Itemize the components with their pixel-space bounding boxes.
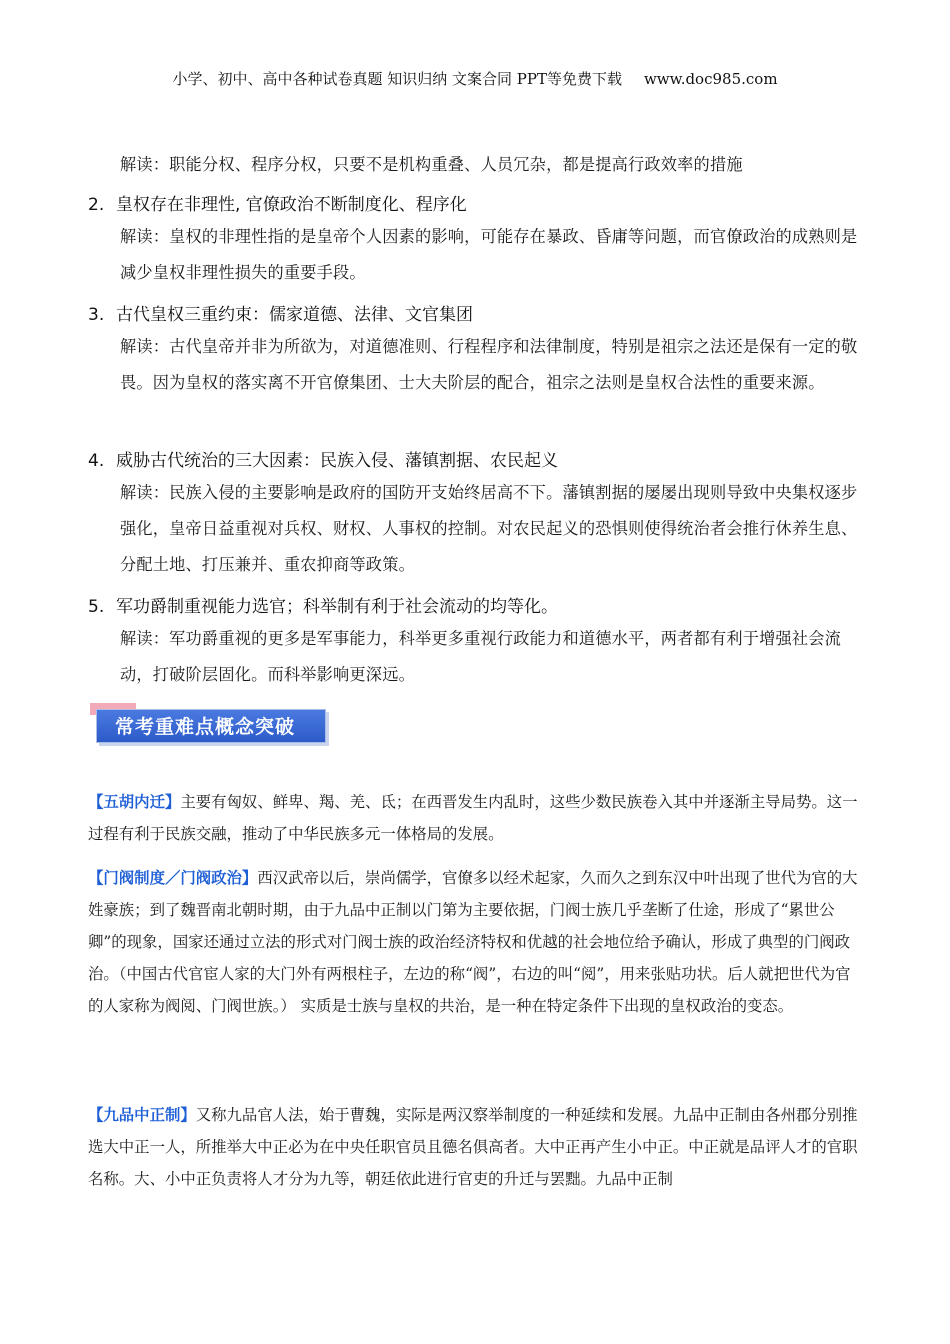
item-2-reading: 解读：皇权的非理性指的是皇帝个人因素的影响，可能存在暴政、昏庸等问题，而官僚政治的成熟则是减少皇权非理性损失的重要手段。 [120,227,858,282]
intro-reading: 解读：职能分权、程序分权，只要不是机构重叠、人员冗杂，都是提高行政效率的措施 [120,155,743,174]
concept-menfa [88,862,864,1022]
item-number: 5. [88,597,105,617]
item-2-title [88,190,467,215]
concept-term: 【九品中正制】 [88,1106,196,1124]
item-number: 4. [88,451,105,471]
item-5-title [88,592,558,617]
item-3-title [88,300,473,325]
concept-text: 主要有匈奴、鲜卑、羯、羌、氐；在西晋发生内乱时，这些少数民族卷入其中并逐渐主导局势。这一过程有利于民族交融，推动了中华民族多元一体格局的发展。 [88,793,858,843]
concept-term: 【门阀制度／门阀政治】 [88,869,258,887]
concept-text: 西汉武帝以后，崇尚儒学，官僚多以经术起家，久而久之到东汉中叶出现了世代为官的大姓豪族；到了魏晋南北朝时期，由于九品中正制以门第为主要依据，门阀士族几乎垄断了仕途，形成了“累世公卿”的现象，国家还通过立法的形式对门阀士族的政治经济特权和优越的社会地位给予确认，形成了典型的门阀政治。（中国古代官宦人家的大门外有两根柱子，左边的称“阀”，右边的叫“阅”，用来张贴功状。后人就把世代为官的人家称为阀阅、门阀世族。） 实质是士族与皇权的共治，是一种在特定条件下出现的皇权政治的变态。 [88,869,858,1015]
concept-jiupin [88,1099,864,1195]
header-url[interactable]: www.doc985.com [643,70,778,88]
concept-wuhu [88,786,864,850]
item-3-reading: 解读：古代皇帝并非为所欲为，对道德准则、行程程序和法律制度，特别是祖宗之法还是保有一定的敬畏。因为皇权的落实离不开官僚集团、士大夫阶层的配合，祖宗之法则是皇权合法性的重要来源。 [120,337,858,392]
item-number: 3. [88,305,105,325]
header-text: 小学、初中、高中各种试卷真题 知识归纳 文案合同 PPT等免费下载 [172,70,622,88]
item-title-text: 古代皇权三重约束：儒家道德、法律、文官集团 [116,305,473,325]
item-title-text: 军功爵制重视能力选官；科举制有利于社会流动的均等化。 [116,597,558,617]
item-title-text: 皇权存在非理性, 官僚政治不断制度化、程序化 [116,195,467,215]
banner-label: 常考重难点概念突破 [96,709,326,743]
item-number: 2. [88,195,105,215]
item-4-reading: 解读：民族入侵的主要影响是政府的国防开支始终居高不下。藩镇割据的屡屡出现则导致中央集权逐步强化，皇帝日益重视对兵权、财权、人事权的控制。对农民起义的恐惧则使得统治者会推行休养生息、分配土地、打压兼并、重农抑商等政策。 [120,483,858,574]
concept-term: 【五胡内迁】 [88,793,181,811]
page-header [0,68,950,89]
section-banner [90,703,334,745]
item-title-text: 威胁古代统治的三大因素：民族入侵、藩镇割据、农民起义 [116,451,558,471]
item-4-title [88,446,558,471]
item-5-reading: 解读：军功爵重视的更多是军事能力，科举更多重视行政能力和道德水平，两者都有利于增强社会流动，打破阶层固化。而科举影响更深远。 [120,629,842,684]
concept-text: 又称九品官人法，始于曹魏，实际是两汉察举制度的一种延续和发展。九品中正制由各州郡分别推选大中正一人，所推举大中正必为在中央任职官员且德名俱高者。大中正再产生小中正。中正就是品评人才的官职名称。大、小中正负责将人才分为九等，朝廷依此进行官吏的升迁与罢黜。九品中正制 [88,1106,858,1188]
